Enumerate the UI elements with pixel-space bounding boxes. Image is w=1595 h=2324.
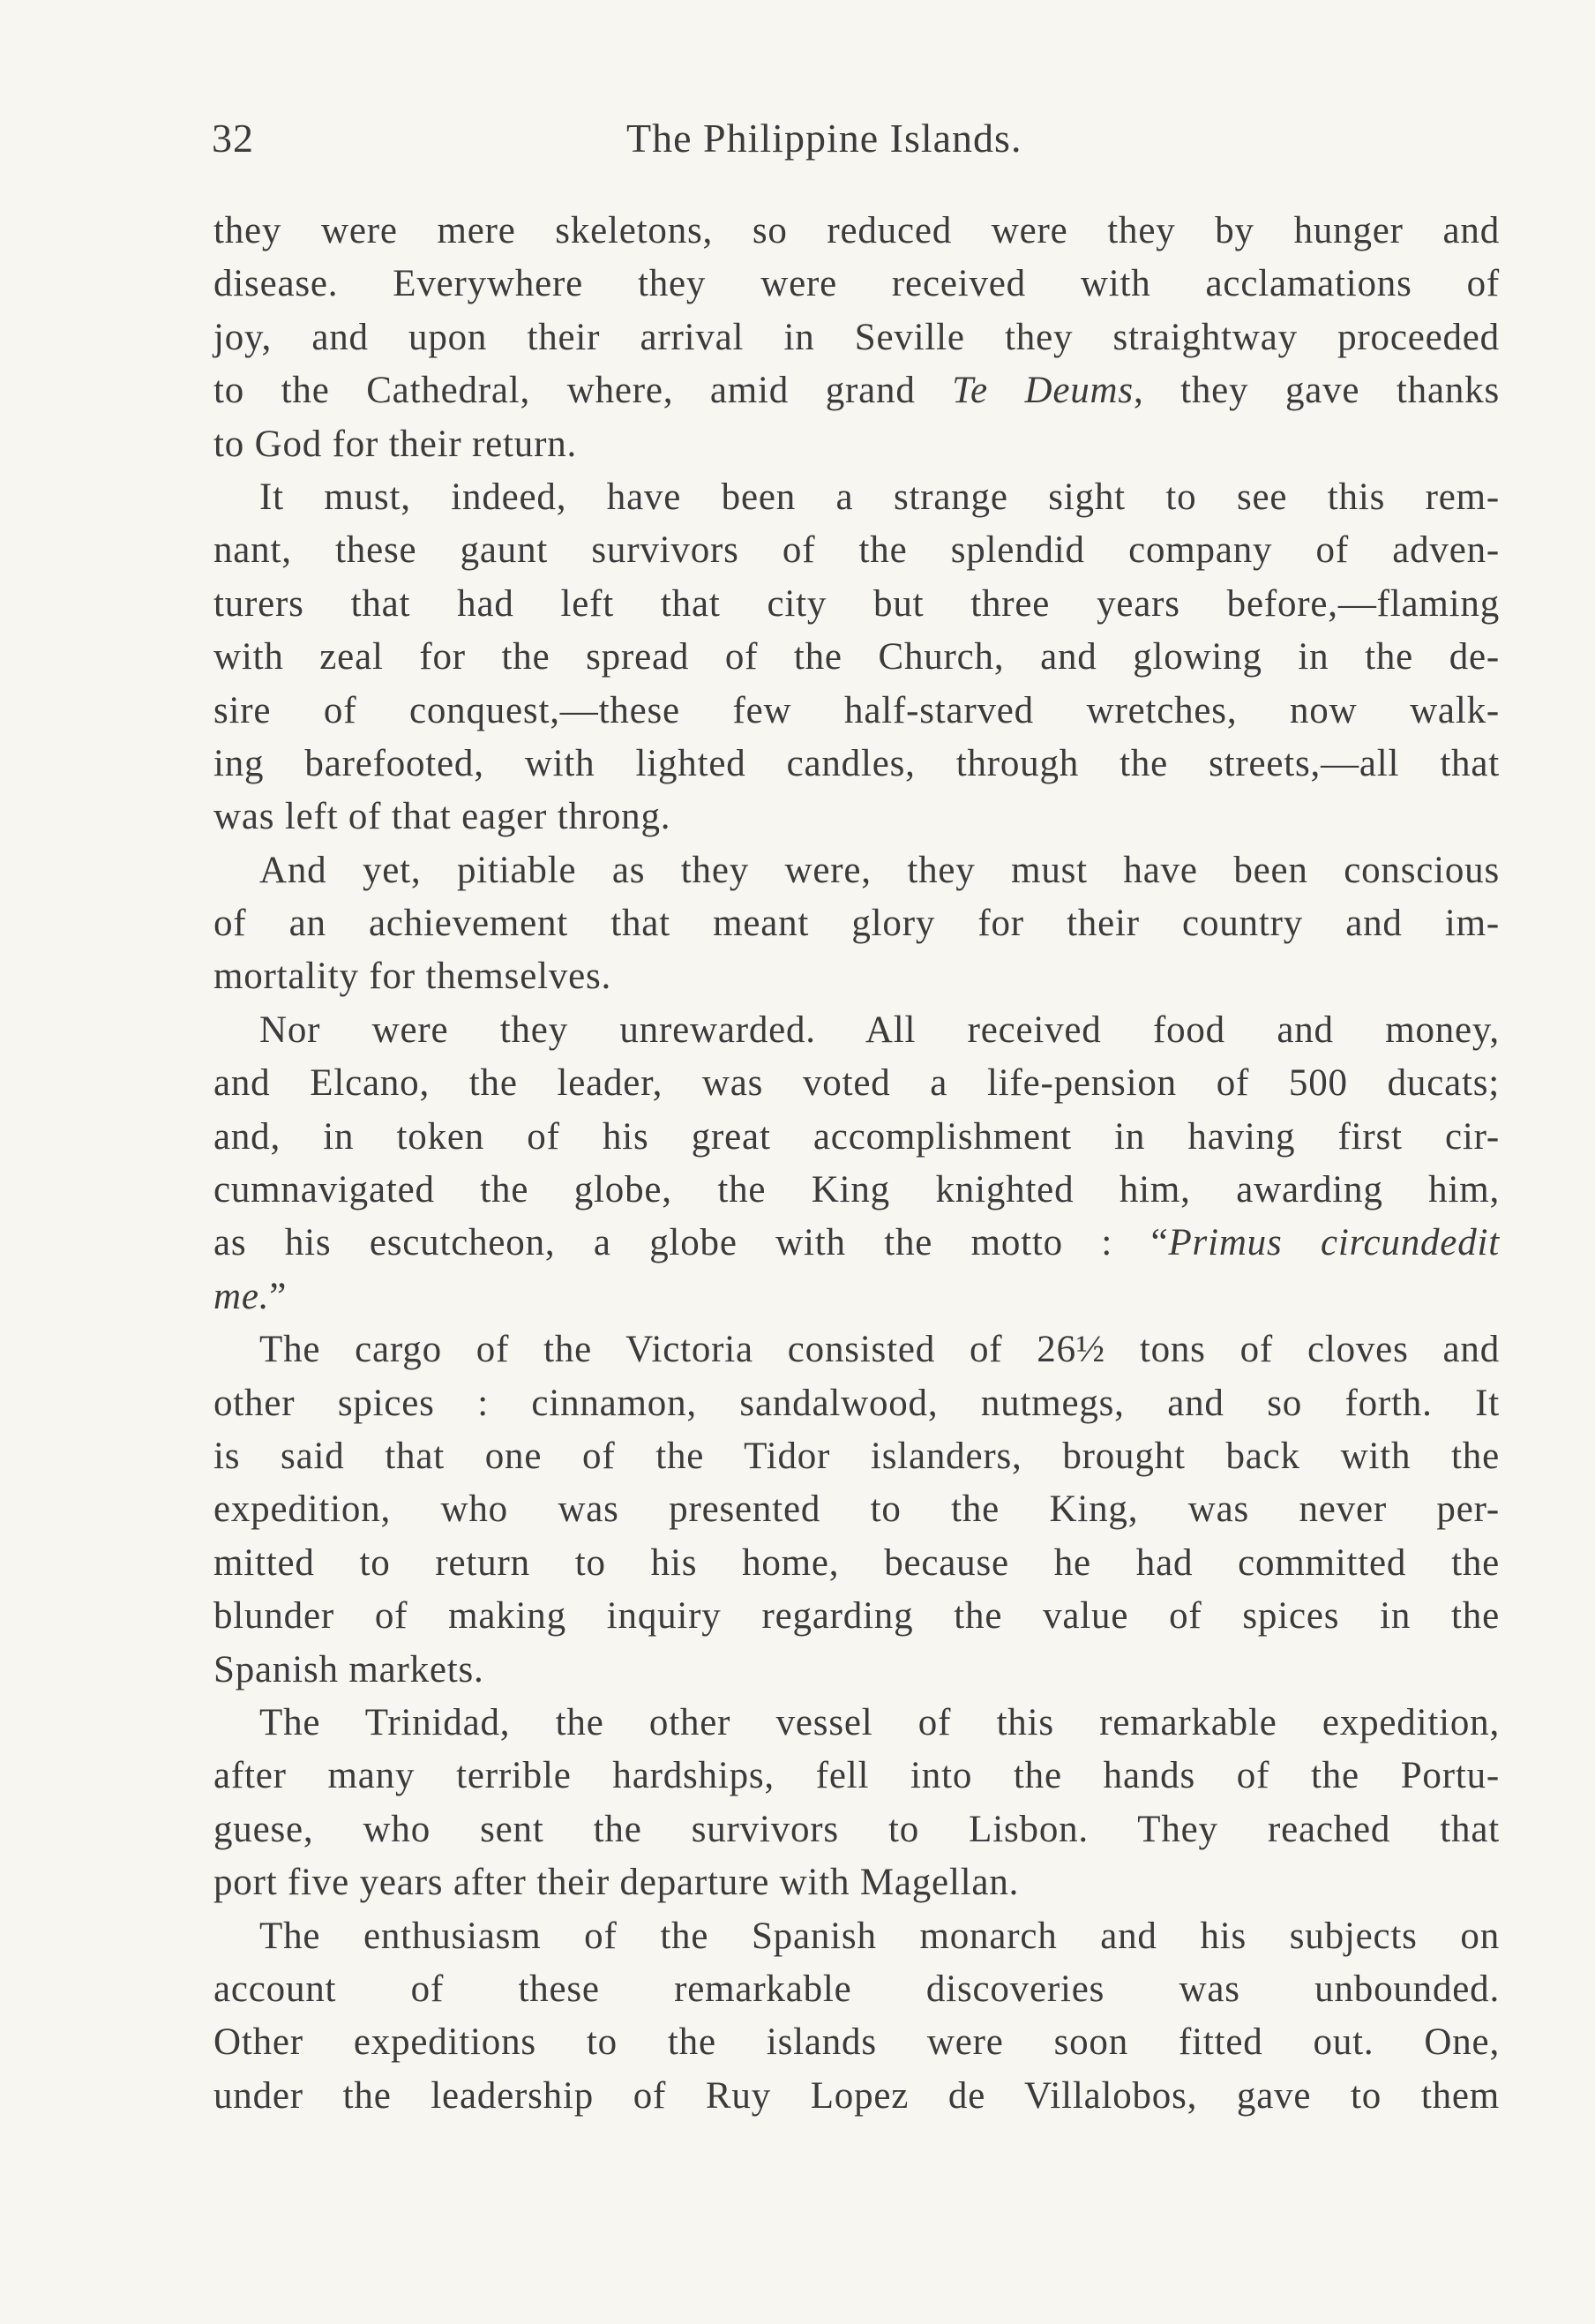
text-line [213, 471, 1500, 524]
text-line [213, 524, 1500, 577]
text-run: The enthusiasm of the Spanish monarch and his subjects on [259, 1915, 1500, 1957]
text-line [213, 631, 1500, 684]
running-title: The Philippine Islands. [626, 116, 1022, 161]
text-run: they were mere skeletons, so reduced were they by hunger and [213, 210, 1500, 251]
text-run: The cargo of the Victoria consisted of 26½ tons of cloves and [259, 1329, 1500, 1371]
text-run: cumnavigated the globe, the King knighted him, awarding him, [213, 1169, 1500, 1211]
text-line [213, 1590, 1500, 1643]
text-run: after many terrible hardships, fell into the hands of the Portu- [213, 1755, 1500, 1797]
text-run: and, in token of his great accomplishment in having first cir- [213, 1115, 1500, 1158]
text-run: Nor were they unrewarded. All received food and money, [259, 1008, 1500, 1051]
text-run: Other expeditions to the islands were soon fitted out. One, [213, 2021, 1500, 2064]
text-run: mitted to return to his home, because he had committed the [213, 1541, 1500, 1584]
text-run: as his escutcheon, a globe with the motto : “ [213, 1222, 1169, 1264]
text-run: disease. Everywhere they were received with acclamations of [213, 263, 1500, 305]
text-run: , they gave thanks [1133, 370, 1500, 412]
text-run: sire of conquest,—these few half-starved wretches, now walk- [213, 689, 1500, 731]
text-line [213, 685, 1500, 738]
text-line [213, 364, 1500, 417]
text-line [213, 1111, 1500, 1164]
text-line [213, 1697, 1500, 1750]
paragraph [213, 471, 1500, 844]
text-run: port five years after their departure with Magellan. [213, 1862, 1020, 1904]
italic-text: Te Deums [952, 370, 1134, 412]
text-run: It must, indeed, have been a strange sight to see this rem- [259, 476, 1500, 518]
text-line [213, 1430, 1500, 1483]
text-line [213, 1537, 1500, 1590]
text-run: turers that had left that city but three years before,—flaming [213, 582, 1500, 625]
text-line [213, 1483, 1500, 1536]
text-line [213, 1963, 1500, 2016]
text-line [213, 1910, 1500, 1963]
text-line [213, 950, 1500, 1003]
page-number: 32 [212, 116, 254, 161]
body-text [213, 205, 1500, 2123]
text-line [213, 578, 1500, 631]
italic-text: Primus circundedit [1168, 1222, 1500, 1264]
text-line [213, 791, 1500, 843]
text-run: to the Cathedral, where, amid grand [213, 370, 953, 412]
text-line [213, 1004, 1500, 1057]
text-run: nant, these gaunt survivors of the splendid company of adven- [213, 529, 1500, 572]
text-line [213, 1323, 1500, 1376]
text-run: with zeal for the spread of the Church, and glowing in the de- [213, 636, 1500, 678]
text-line [213, 738, 1500, 791]
text-run: mortality for themselves. [213, 956, 612, 998]
text-run: The Trinidad, the other vessel of this remarkable expedition, [259, 1701, 1500, 1743]
text-run: other spices : cinnamon, sandalwood, nutmegs, and so forth. It [213, 1382, 1500, 1424]
paragraph [213, 205, 1500, 471]
text-line [213, 1271, 1500, 1323]
text-run: under the leadership of Ruy Lopez de Villalobos, gave to them [213, 2074, 1500, 2117]
text-line [213, 1057, 1500, 1110]
text-run: Spanish markets. [213, 1648, 484, 1691]
text-line [213, 258, 1500, 311]
paragraph [213, 1910, 1500, 2124]
text-line [213, 2070, 1500, 2123]
paragraph [213, 1697, 1500, 1910]
text-run: ing barefooted, with lighted candles, through the streets,—all that [213, 742, 1500, 784]
text-line [213, 311, 1500, 364]
text-line [213, 1164, 1500, 1217]
text-run: expedition, who was presented to the King, was never per- [213, 1488, 1500, 1531]
text-run: of an achievement that meant glory for their country and im- [213, 903, 1500, 945]
text-run: blunder of making inquiry regarding the value of spices in the [213, 1595, 1500, 1638]
text-run: ” [269, 1275, 288, 1317]
text-line [213, 844, 1500, 897]
text-line [213, 1803, 1500, 1856]
paragraph [213, 844, 1500, 1004]
paragraph [213, 1004, 1500, 1323]
text-run: is said that one of the Tidor islanders, brought back with the [213, 1435, 1500, 1477]
text-run: and Elcano, the leader, was voted a life-pension of 500 ducats; [213, 1062, 1500, 1105]
italic-text: me. [213, 1275, 270, 1317]
text-line [213, 1856, 1500, 1909]
text-line [213, 897, 1500, 950]
text-run: to God for their return. [213, 423, 578, 465]
text-line [213, 418, 1500, 471]
text-line [213, 1217, 1500, 1270]
text-line [213, 1377, 1500, 1430]
text-line [213, 1750, 1500, 1803]
text-line [213, 205, 1500, 258]
page-header [212, 115, 1500, 176]
text-run: And yet, pitiable as they were, they must have been conscious [259, 849, 1500, 891]
text-line [213, 2016, 1500, 2069]
text-run: account of these remarkable discoveries was unbounded. [213, 1968, 1500, 2010]
text-run: joy, and upon their arrival in Seville they straightway proceeded [213, 316, 1500, 358]
paragraph [213, 1323, 1500, 1697]
text-run: guese, who sent the survivors to Lisbon. They reached that [213, 1808, 1500, 1850]
text-run: was left of that eager throng. [213, 796, 671, 838]
text-line [213, 1644, 1500, 1697]
